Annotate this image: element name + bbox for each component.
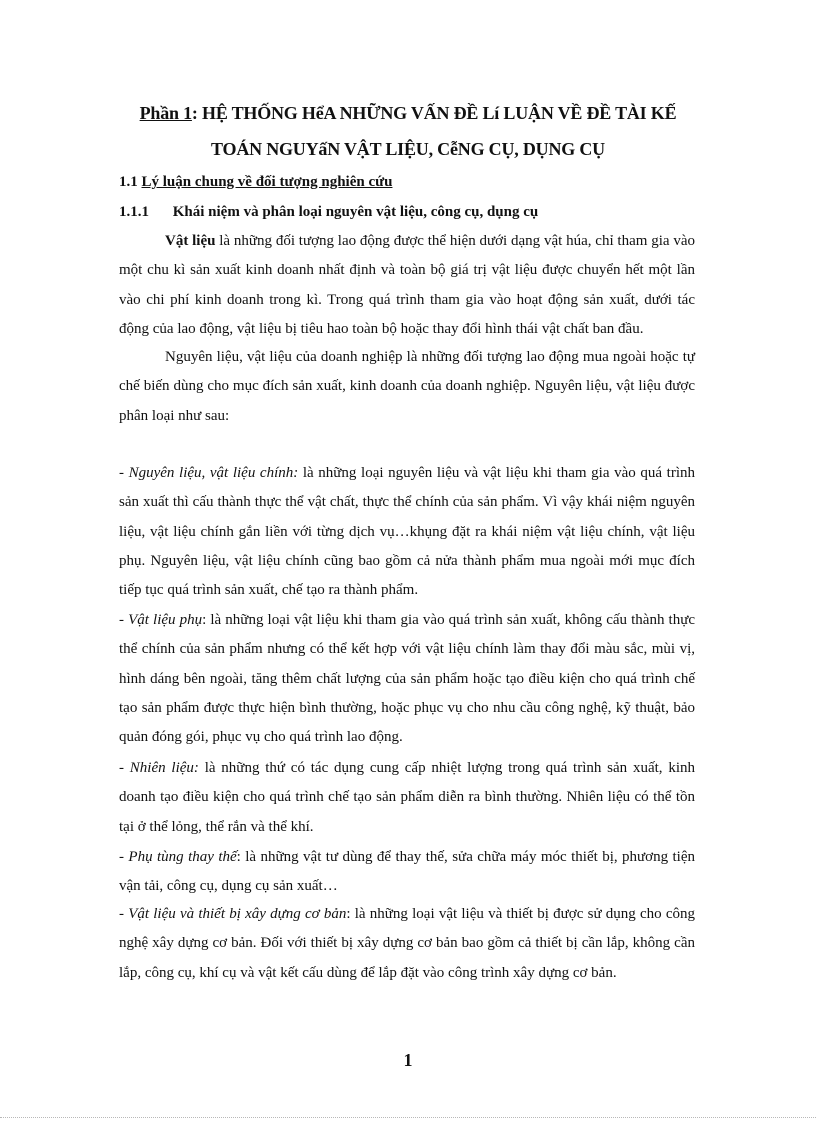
list-item-nhien-lieu bbox=[119, 754, 695, 842]
paragraph-vat-lieu bbox=[119, 227, 695, 344]
list-item-vat-lieu-chinh bbox=[119, 459, 695, 605]
list-dash: - bbox=[119, 906, 129, 922]
list-dash: - bbox=[119, 849, 129, 865]
paragraph-text: : là những loại vật liệu và thiết bị được sử dụng cho công nghệ xây dựng cơ bản. Đối với thiết bị xây dựng cơ bản bao gồm cả thiết bị cần lắp, không cần lắp, công cụ, khí cụ và vật kết cấu dùng để lắp đặt vào công trình xây dựng cơ bản. bbox=[119, 906, 696, 981]
section-number: 1.1.1 bbox=[119, 204, 149, 220]
chapter-title-text: : HỆ THỐNG HểA NHỮNG VẤN ĐỀ Lí LUẬN VỀ ĐỀ TÀI KẾ bbox=[191, 103, 677, 123]
section-heading-1-1-1 bbox=[119, 204, 538, 221]
paragraph-text: là những loại nguyên liệu và vật liệu khi tham gia vào quá trình sản xuất thì cấu thành thực thể vật chất, thực thể chính của sản phẩm. Vì vậy khái niệm nguyên liệu, vật liệu chính gắn liền với từng dịch vụ…khụng đặt ra khái niệm vật liệu chính, vật liệu phụ. Nguyên liệu, vật liệu chính cũng bao gồm cả nửa thành phẩm mua ngoài mới mục đích tiếp tục quá trình sản xuất, chế tạo ra thành phẩm. bbox=[119, 465, 695, 599]
chapter-title-line-2: TOÁN NGUYấN VẬT LIỆU, CễNG CỤ, DỤNG CỤ bbox=[211, 139, 605, 159]
paragraph-text: là những đối tượng lao động được thể hiện dưới dạng vật húa, chỉ tham gia vào một chu kì sản xuất kinh doanh nhất định và toàn bộ giá trị vật liệu được chuyển hết một lần vào chi phí kinh doanh trong kì. Trong quá trình tham gia vào hoạt động sản xuất, dưới tác động của lao động, vật liệu bị tiêu hao toàn bộ hoặc thay đổi hình thái vật chất ban đầu. bbox=[119, 233, 695, 337]
list-dash: - bbox=[119, 760, 130, 776]
paragraph-nguyen-lieu bbox=[119, 343, 695, 431]
list-item-vat-lieu-phu bbox=[119, 606, 695, 752]
section-title: Lý luận chung về đối tượng nghiên cứu bbox=[141, 174, 393, 190]
list-item-xay-dung-co-ban bbox=[119, 900, 695, 988]
list-dash: - bbox=[119, 612, 129, 628]
chapter-title-line-1 bbox=[100, 103, 716, 124]
term: Nhiên liệu: bbox=[129, 760, 199, 776]
chapter-part-label: Phần 1 bbox=[139, 103, 192, 123]
term: Vật liệu phụ bbox=[128, 612, 203, 628]
paragraph-text: : là những loại vật liệu khi tham gia vào quá trình sản xuất, không cấu thành thực thể chính của sản phẩm nhưng có thể kết hợp với vật liệu chính làm thay đổi màu sắc, mùi vị, hình dáng bên ngoài, tăng thêm chất lượng của sản phẩm hoặc tạo điều kiện cho quá trình chế tạo sản phẩm được thực hiện bình thường, hoặc phục vụ cho nhu cầu công nghệ, kỹ thuật, bảo quản đóng gói, phục vụ cho quá trình lao động. bbox=[119, 612, 696, 746]
paragraph-text: là những thứ có tác dụng cung cấp nhiệt lượng trong quá trình sản xuất, kinh doanh tạo điều kiện cho quá trình chế tạo sản phẩm diễn ra bình thường. Nhiên liệu có thể tồn tại ở thể lỏng, thể rắn và thể khí. bbox=[119, 760, 695, 835]
list-dash: - bbox=[119, 465, 129, 481]
page-bottom-divider bbox=[0, 1117, 816, 1118]
page-number: 1 bbox=[403, 1050, 413, 1070]
term: Vật liệu bbox=[165, 233, 216, 249]
section-title: Khái niệm và phân loại nguyên vật liệu, công cụ, dụng cụ bbox=[172, 204, 539, 220]
list-item-phu-tung bbox=[119, 843, 695, 902]
section-number: 1.1 bbox=[119, 174, 138, 190]
paragraph-text: : là những vật tư dùng để thay thế, sửa chữa máy móc thiết bị, phương tiện vận tải, công cụ, dụng cụ sản xuất… bbox=[119, 849, 695, 895]
paragraph-text: Nguyên liệu, vật liệu của doanh nghiệp là những đối tượng lao động mua ngoài hoặc tự chế biến dùng cho mục đích sản xuất, kinh doanh của doanh nghiệp. Nguyên liệu, vật liệu được phân loại như sau: bbox=[119, 349, 695, 424]
term: Nguyên liệu, vật liệu chính: bbox=[128, 465, 299, 481]
section-heading-1-1 bbox=[119, 174, 392, 191]
term: Phụ tùng thay thế bbox=[128, 849, 237, 865]
term: Vật liệu và thiết bị xây dựng cơ bản bbox=[128, 906, 347, 922]
